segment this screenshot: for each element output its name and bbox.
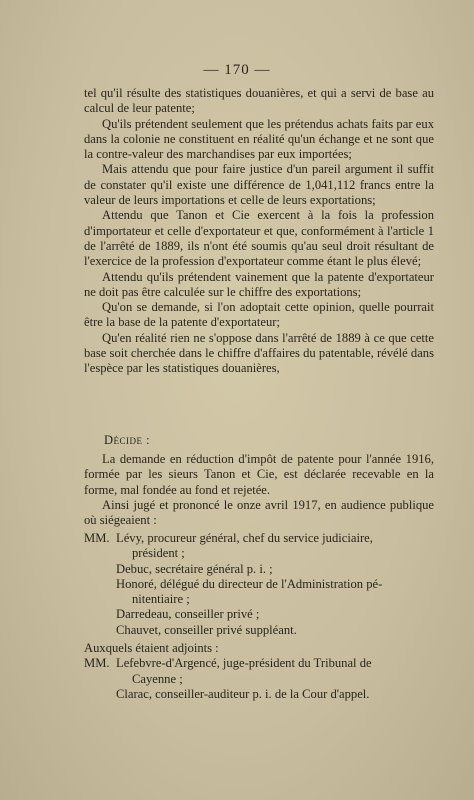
considerants-block [84,86,434,377]
member-line: Debuc, secrétaire général p. i. ; [116,561,273,576]
member-line: Darredeau, conseiller privé ; [116,607,260,622]
paragraph: Mais attendu que pour faire justice d'un pareil argument il suffit de constater qu'il existe une différence de 1,041,112 francs entre la valeur de leurs importations et celle de leurs exportations; [84,162,434,208]
decide-heading: Décide : [104,433,151,447]
paragraph: La demande en réduction d'impôt de patente pour l'année 1916, formée par les sieurs Tanon et Cie, est déclarée recevable en la forme, mal fondée au fond et rejetée. [84,452,434,497]
member-line: Chauvet, conseiller privé suppléant. [116,622,297,637]
adjoints-block [84,641,434,702]
paragraph: Attendu que Tanon et Cie exercent à la fois la profession d'importateur et celle d'exportateur et que, conformément à l'article 1 de l'arrêté de 1889, ils n'ont été soumis qu'au seul droit résultant de l'exercice de la profession d'exportateur comme étant le plus élevé; [84,208,434,269]
adjoint-line-cont: Cayenne ; [132,671,183,686]
paragraph: tel qu'il résulte des statistiques douanières, et qui a servi de base au calcul de leur patente; [84,86,434,116]
dispositif-block [84,452,434,528]
paragraph: Qu'ils prétendent seulement que les prétendus achats faits par eux dans la colonie ne constituent en réalité qu'un échange et ne sont que la contre-valeur des marchandises par eux importées; [84,116,434,162]
members-prefix: MM. [84,531,110,545]
adjoint-line: Lefebvre-d'Argencé, juge-président du Tribunal de [116,656,372,671]
paragraph: Qu'on se demande, si l'on adoptait cette opinion, quelle pourrait être la base de la patente d'exportateur; [84,300,434,330]
adjoint-line: Clarac, conseiller-auditeur p. i. de la Cour d'appel. [116,686,370,701]
adjoints-prefix: MM. [84,656,110,671]
paragraph: Qu'en réalité rien ne s'oppose dans l'arrêté de 1889 à ce que cette base soit cherchée dans le chiffre d'affaires du patentable, révélé dans l'espèce par les statistiques douanières, [84,330,434,376]
member-line: Honoré, délégué du directeur de l'Administration pé- [116,576,383,591]
paragraph: Ainsi jugé et prononcé le onze avril 1917, en audience publique où siégeaient : [84,497,434,528]
paragraph: Attendu qu'ils prétendent vainement que la patente d'exportateur ne doit pas être calculée sur le chiffre des exportations; [84,269,434,299]
member-line-cont: nitentiaire ; [132,592,190,607]
member-line-cont: président ; [132,546,185,561]
members-list [84,531,434,638]
adjoints-label: Auxquels étaient adjoints : [84,641,219,655]
member-line: Lévy, procureur général, chef du service judiciaire, [116,531,373,545]
page-number: — 170 — [203,62,271,78]
